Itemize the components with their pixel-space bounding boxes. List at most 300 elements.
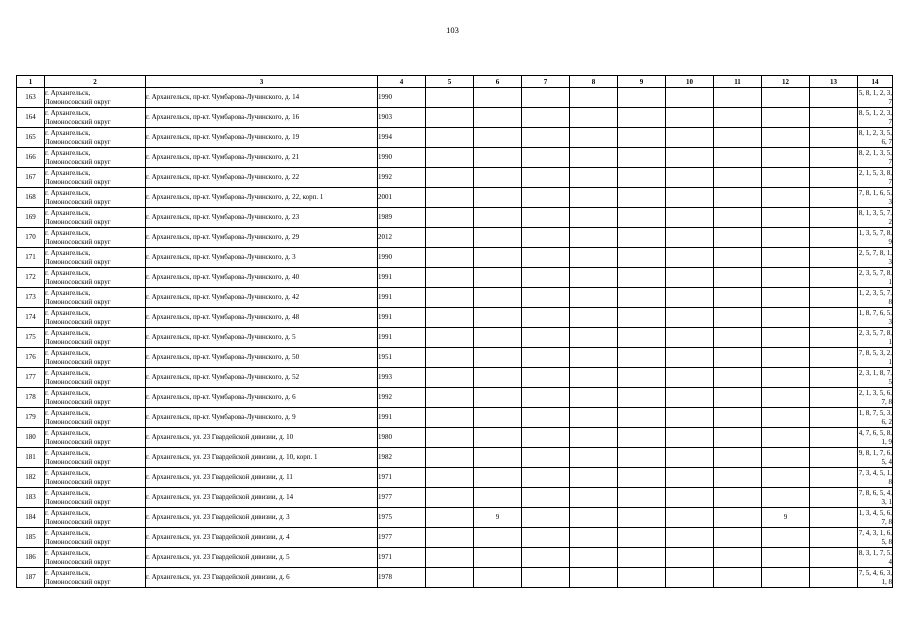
table-row <box>17 188 893 208</box>
row-number: 187 <box>17 568 45 588</box>
row-number: 174 <box>17 308 45 328</box>
year-cell: 1951 <box>378 348 426 368</box>
year-cell: 2001 <box>378 188 426 208</box>
col12-cell <box>762 448 810 468</box>
col11-cell <box>714 568 762 588</box>
header-row <box>17 76 893 88</box>
col-header-10: 10 <box>666 76 714 88</box>
col-header-9: 9 <box>618 76 666 88</box>
col12-cell: 9 <box>762 508 810 528</box>
col6-cell <box>474 308 522 328</box>
table-row <box>17 228 893 248</box>
col8-cell <box>570 228 618 248</box>
row-number: 185 <box>17 528 45 548</box>
location-district: Ломоносовский округ <box>45 277 111 286</box>
col11-cell <box>714 128 762 148</box>
col11-cell <box>714 88 762 108</box>
location-cell <box>45 248 146 268</box>
col14-cell: 5, 8, 1, 2, 3, 7 <box>858 89 892 106</box>
col14-cell: 8, 1, 3, 5, 7, 2 <box>858 209 892 226</box>
col7-cell <box>522 568 570 588</box>
table-row <box>17 248 893 268</box>
col11-cell <box>714 448 762 468</box>
col7-cell <box>522 448 570 468</box>
col10-cell <box>666 228 714 248</box>
row-number: 164 <box>17 108 45 128</box>
row-number: 171 <box>17 248 45 268</box>
col10-cell <box>666 488 714 508</box>
year-cell: 1980 <box>378 428 426 448</box>
col5-cell <box>426 288 474 308</box>
table-row <box>17 348 893 368</box>
col6-cell <box>474 328 522 348</box>
col11-cell <box>714 148 762 168</box>
location-district: Ломоносовский округ <box>45 157 111 166</box>
col10-cell <box>666 128 714 148</box>
table-row <box>17 448 893 468</box>
col6-cell <box>474 228 522 248</box>
row-number: 186 <box>17 548 45 568</box>
col14-cell: 4, 7, 6, 5, 8, 1, 9 <box>858 429 892 446</box>
col8-cell <box>570 148 618 168</box>
table-row <box>17 208 893 228</box>
col14-cell: 7, 4, 3, 1, 6, 5, 8 <box>858 529 892 546</box>
location-city: г. Архангельск, <box>45 569 91 577</box>
col11-cell <box>714 428 762 448</box>
address-cell: г. Архангельск, пр-кт. Чумбарова-Лучинского, д. 52 <box>146 368 378 388</box>
col10-cell <box>666 108 714 128</box>
col7-cell <box>522 308 570 328</box>
col8-cell <box>570 288 618 308</box>
col13-cell <box>810 108 858 128</box>
location-city: г. Архангельск, <box>45 209 91 217</box>
col13-cell <box>810 568 858 588</box>
col12-cell <box>762 408 810 428</box>
col6-cell <box>474 288 522 308</box>
col-header-7: 7 <box>522 76 570 88</box>
col12-cell <box>762 468 810 488</box>
col-header-11: 11 <box>714 76 762 88</box>
col10-cell <box>666 88 714 108</box>
col11-cell <box>714 228 762 248</box>
col6-cell <box>474 368 522 388</box>
address-cell: г. Архангельск, пр-кт. Чумбарова-Лучинского, д. 42 <box>146 288 378 308</box>
col5-cell <box>426 348 474 368</box>
year-cell: 1992 <box>378 168 426 188</box>
col10-cell <box>666 568 714 588</box>
location-district: Ломоносовский округ <box>45 397 111 406</box>
col10-cell <box>666 448 714 468</box>
col5-cell <box>426 488 474 508</box>
col6-cell <box>474 408 522 428</box>
col13-cell <box>810 528 858 548</box>
col13-cell <box>810 468 858 488</box>
table-row <box>17 548 893 568</box>
year-cell: 1990 <box>378 88 426 108</box>
table-row <box>17 368 893 388</box>
location-district: Ломоносовский округ <box>45 537 111 546</box>
location-city: г. Архангельск, <box>45 509 91 517</box>
row-number: 184 <box>17 508 45 528</box>
location-city: г. Архангельск, <box>45 229 91 237</box>
col8-cell <box>570 368 618 388</box>
year-cell: 2012 <box>378 228 426 248</box>
table-row <box>17 308 893 328</box>
location-city: г. Архангельск, <box>45 529 91 537</box>
col9-cell <box>618 468 666 488</box>
col14-cell: 2, 5, 7, 8, 1, 3 <box>858 249 892 266</box>
col5-cell <box>426 108 474 128</box>
year-cell: 1903 <box>378 108 426 128</box>
location-city: г. Архангельск, <box>45 469 91 477</box>
col13-cell <box>810 188 858 208</box>
col13-cell <box>810 448 858 468</box>
location-city: г. Архангельск, <box>45 169 91 177</box>
location-cell <box>45 128 146 148</box>
address-cell: г. Архангельск, ул. 23 Гвардейской дивизии, д. 14 <box>146 488 378 508</box>
col9-cell <box>618 448 666 468</box>
location-city: г. Архангельск, <box>45 329 91 337</box>
table-row <box>17 468 893 488</box>
col9-cell <box>618 248 666 268</box>
table-row <box>17 528 893 548</box>
location-cell <box>45 328 146 348</box>
col9-cell <box>618 328 666 348</box>
col6-cell <box>474 468 522 488</box>
col9-cell <box>618 108 666 128</box>
location-cell <box>45 408 146 428</box>
year-cell: 1994 <box>378 128 426 148</box>
col6-cell <box>474 568 522 588</box>
col14-cell: 1, 8, 7, 6, 5, 3 <box>858 309 892 326</box>
location-city: г. Архангельск, <box>45 449 91 457</box>
col8-cell <box>570 548 618 568</box>
address-cell: г. Архангельск, пр-кт. Чумбарова-Лучинского, д. 3 <box>146 248 378 268</box>
row-number: 176 <box>17 348 45 368</box>
col5-cell <box>426 448 474 468</box>
location-district: Ломоносовский округ <box>45 197 111 206</box>
location-district: Ломоносовский округ <box>45 217 111 226</box>
col6-cell <box>474 168 522 188</box>
col11-cell <box>714 188 762 208</box>
col10-cell <box>666 188 714 208</box>
address-cell: г. Архангельск, пр-кт. Чумбарова-Лучинского, д. 29 <box>146 228 378 248</box>
location-cell <box>45 388 146 408</box>
col8-cell <box>570 328 618 348</box>
col13-cell <box>810 328 858 348</box>
col10-cell <box>666 528 714 548</box>
col6-cell <box>474 428 522 448</box>
col11-cell <box>714 208 762 228</box>
col9-cell <box>618 568 666 588</box>
location-cell <box>45 348 146 368</box>
year-cell: 1982 <box>378 448 426 468</box>
table-row <box>17 488 893 508</box>
row-number: 182 <box>17 468 45 488</box>
col7-cell <box>522 108 570 128</box>
table-row <box>17 328 893 348</box>
col11-cell <box>714 528 762 548</box>
col5-cell <box>426 388 474 408</box>
location-district: Ломоносовский округ <box>45 97 111 106</box>
col8-cell <box>570 268 618 288</box>
col12-cell <box>762 548 810 568</box>
col7-cell <box>522 228 570 248</box>
location-cell <box>45 428 146 448</box>
col14-cell: 2, 1, 3, 5, 6, 7, 8 <box>858 389 892 406</box>
col5-cell <box>426 208 474 228</box>
col6-cell <box>474 188 522 208</box>
col13-cell <box>810 428 858 448</box>
address-cell: г. Архангельск, пр-кт. Чумбарова-Лучинского, д. 22 <box>146 168 378 188</box>
col14-cell: 8, 3, 1, 7, 5, 4 <box>858 549 892 566</box>
table-row <box>17 168 893 188</box>
location-cell <box>45 308 146 328</box>
col12-cell <box>762 108 810 128</box>
table-row <box>17 428 893 448</box>
row-number: 168 <box>17 188 45 208</box>
col13-cell <box>810 88 858 108</box>
col6-cell <box>474 268 522 288</box>
col10-cell <box>666 268 714 288</box>
location-district: Ломоносовский округ <box>45 417 111 426</box>
location-city: г. Архангельск, <box>45 149 91 157</box>
col12-cell <box>762 208 810 228</box>
col7-cell <box>522 148 570 168</box>
col8-cell <box>570 408 618 428</box>
address-cell: г. Архангельск, пр-кт. Чумбарова-Лучинского, д. 23 <box>146 208 378 228</box>
col5-cell <box>426 468 474 488</box>
col5-cell <box>426 88 474 108</box>
location-cell <box>45 188 146 208</box>
year-cell: 1971 <box>378 548 426 568</box>
col5-cell <box>426 188 474 208</box>
year-cell: 1975 <box>378 508 426 528</box>
col14-cell: 9, 8, 1, 7, 6, 5, 4 <box>858 449 892 466</box>
col14-cell: 7, 8, 6, 5, 4, 3, 1 <box>858 489 892 506</box>
location-cell <box>45 268 146 288</box>
col14-cell: 2, 3, 5, 7, 8, 1 <box>858 269 892 286</box>
col7-cell <box>522 348 570 368</box>
col9-cell <box>618 168 666 188</box>
table-row <box>17 108 893 128</box>
col14-cell: 7, 5, 4, 6, 3, 1, 8 <box>858 569 892 586</box>
col12-cell <box>762 248 810 268</box>
col11-cell <box>714 268 762 288</box>
col6-cell <box>474 548 522 568</box>
col13-cell <box>810 308 858 328</box>
col8-cell <box>570 208 618 228</box>
col12-cell <box>762 228 810 248</box>
location-city: г. Архангельск, <box>45 129 91 137</box>
year-cell: 1971 <box>378 468 426 488</box>
col10-cell <box>666 508 714 528</box>
col8-cell <box>570 508 618 528</box>
location-cell <box>45 508 146 528</box>
col12-cell <box>762 528 810 548</box>
location-cell <box>45 148 146 168</box>
col10-cell <box>666 368 714 388</box>
col14-cell: 7, 3, 4, 5, 1, 8 <box>858 469 892 486</box>
location-district: Ломоносовский округ <box>45 497 111 506</box>
col9-cell <box>618 228 666 248</box>
col12-cell <box>762 188 810 208</box>
table-row <box>17 408 893 428</box>
address-cell: г. Архангельск, ул. 23 Гвардейской дивизии, д. 4 <box>146 528 378 548</box>
col-header-5: 5 <box>426 76 474 88</box>
col-header-6: 6 <box>474 76 522 88</box>
address-cell: г. Архангельск, ул. 23 Гвардейской дивизии, д. 11 <box>146 468 378 488</box>
col14-cell: 8, 5, 1, 2, 3, 7 <box>858 109 892 126</box>
table-row <box>17 148 893 168</box>
location-city: г. Архангельск, <box>45 409 91 417</box>
row-number: 175 <box>17 328 45 348</box>
location-cell <box>45 448 146 468</box>
location-cell <box>45 368 146 388</box>
col13-cell <box>810 348 858 368</box>
col7-cell <box>522 208 570 228</box>
col5-cell <box>426 368 474 388</box>
location-city: г. Архангельск, <box>45 389 91 397</box>
col11-cell <box>714 368 762 388</box>
row-number: 177 <box>17 368 45 388</box>
col9-cell <box>618 548 666 568</box>
col11-cell <box>714 348 762 368</box>
col9-cell <box>618 408 666 428</box>
col9-cell <box>618 128 666 148</box>
col13-cell <box>810 288 858 308</box>
col8-cell <box>570 128 618 148</box>
col-header-14: 14 <box>858 76 893 88</box>
col7-cell <box>522 168 570 188</box>
location-cell <box>45 88 146 108</box>
col-header-13: 13 <box>810 76 858 88</box>
location-district: Ломоносовский округ <box>45 577 111 586</box>
col13-cell <box>810 548 858 568</box>
location-district: Ломоносовский округ <box>45 557 111 566</box>
col6-cell <box>474 128 522 148</box>
col7-cell <box>522 128 570 148</box>
col14-cell: 1, 2, 3, 5, 7, 8 <box>858 289 892 306</box>
location-cell <box>45 488 146 508</box>
col6-cell <box>474 348 522 368</box>
col14-cell: 8, 2, 1, 3, 5, 7 <box>858 149 892 166</box>
col6-cell <box>474 208 522 228</box>
location-district: Ломоносовский округ <box>45 297 111 306</box>
col5-cell <box>426 328 474 348</box>
col11-cell <box>714 248 762 268</box>
col11-cell <box>714 488 762 508</box>
col7-cell <box>522 268 570 288</box>
col7-cell <box>522 368 570 388</box>
col8-cell <box>570 568 618 588</box>
location-cell <box>45 568 146 588</box>
register-table <box>16 75 893 588</box>
location-city: г. Архангельск, <box>45 89 91 97</box>
col6-cell <box>474 88 522 108</box>
location-district: Ломоносовский округ <box>45 117 111 126</box>
col12-cell <box>762 268 810 288</box>
col13-cell <box>810 168 858 188</box>
location-district: Ломоносовский округ <box>45 317 111 326</box>
col-header-8: 8 <box>570 76 618 88</box>
col12-cell <box>762 568 810 588</box>
table-row <box>17 388 893 408</box>
row-number: 178 <box>17 388 45 408</box>
col8-cell <box>570 308 618 328</box>
col12-cell <box>762 288 810 308</box>
location-district: Ломоносовский округ <box>45 477 111 486</box>
location-cell <box>45 528 146 548</box>
col8-cell <box>570 188 618 208</box>
location-district: Ломоносовский округ <box>45 377 111 386</box>
col8-cell <box>570 488 618 508</box>
col12-cell <box>762 148 810 168</box>
col14-cell: 7, 8, 1, 6, 5, 3 <box>858 189 892 206</box>
col5-cell <box>426 548 474 568</box>
year-cell: 1977 <box>378 528 426 548</box>
col9-cell <box>618 348 666 368</box>
col9-cell <box>618 148 666 168</box>
address-cell: г. Архангельск, ул. 23 Гвардейской дивизии, д. 5 <box>146 548 378 568</box>
address-cell: г. Архангельск, пр-кт. Чумбарова-Лучинского, д. 6 <box>146 388 378 408</box>
col8-cell <box>570 348 618 368</box>
row-number: 179 <box>17 408 45 428</box>
location-district: Ломоносовский округ <box>45 457 111 466</box>
col9-cell <box>618 88 666 108</box>
col10-cell <box>666 548 714 568</box>
table-row <box>17 128 893 148</box>
row-number: 169 <box>17 208 45 228</box>
location-city: г. Архангельск, <box>45 249 91 257</box>
col14-cell: 2, 3, 1, 8, 7, 5 <box>858 369 892 386</box>
col11-cell <box>714 548 762 568</box>
col6-cell <box>474 148 522 168</box>
col6-cell <box>474 528 522 548</box>
row-number: 172 <box>17 268 45 288</box>
col12-cell <box>762 308 810 328</box>
col14-cell: 1, 8, 7, 5, 3, 6, 2 <box>858 409 892 426</box>
year-cell: 1977 <box>378 488 426 508</box>
col14-cell: 2, 3, 5, 7, 8, 1 <box>858 329 892 346</box>
col13-cell <box>810 228 858 248</box>
col9-cell <box>618 508 666 528</box>
year-cell: 1991 <box>378 268 426 288</box>
col-header-3: 3 <box>146 76 378 88</box>
col12-cell <box>762 428 810 448</box>
col7-cell <box>522 388 570 408</box>
address-cell: г. Архангельск, пр-кт. Чумбарова-Лучинского, д. 40 <box>146 268 378 288</box>
location-city: г. Архангельск, <box>45 429 91 437</box>
col12-cell <box>762 368 810 388</box>
col10-cell <box>666 388 714 408</box>
col-header-12: 12 <box>762 76 810 88</box>
col7-cell <box>522 88 570 108</box>
col13-cell <box>810 248 858 268</box>
address-cell: г. Архангельск, пр-кт. Чумбарова-Лучинского, д. 19 <box>146 128 378 148</box>
year-cell: 1991 <box>378 308 426 328</box>
location-cell <box>45 468 146 488</box>
col7-cell <box>522 408 570 428</box>
year-cell: 1989 <box>378 208 426 228</box>
address-cell: г. Архангельск, пр-кт. Чумбарова-Лучинского, д. 50 <box>146 348 378 368</box>
col8-cell <box>570 88 618 108</box>
col10-cell <box>666 148 714 168</box>
location-district: Ломоносовский округ <box>45 177 111 186</box>
col13-cell <box>810 148 858 168</box>
col5-cell <box>426 408 474 428</box>
col5-cell <box>426 128 474 148</box>
